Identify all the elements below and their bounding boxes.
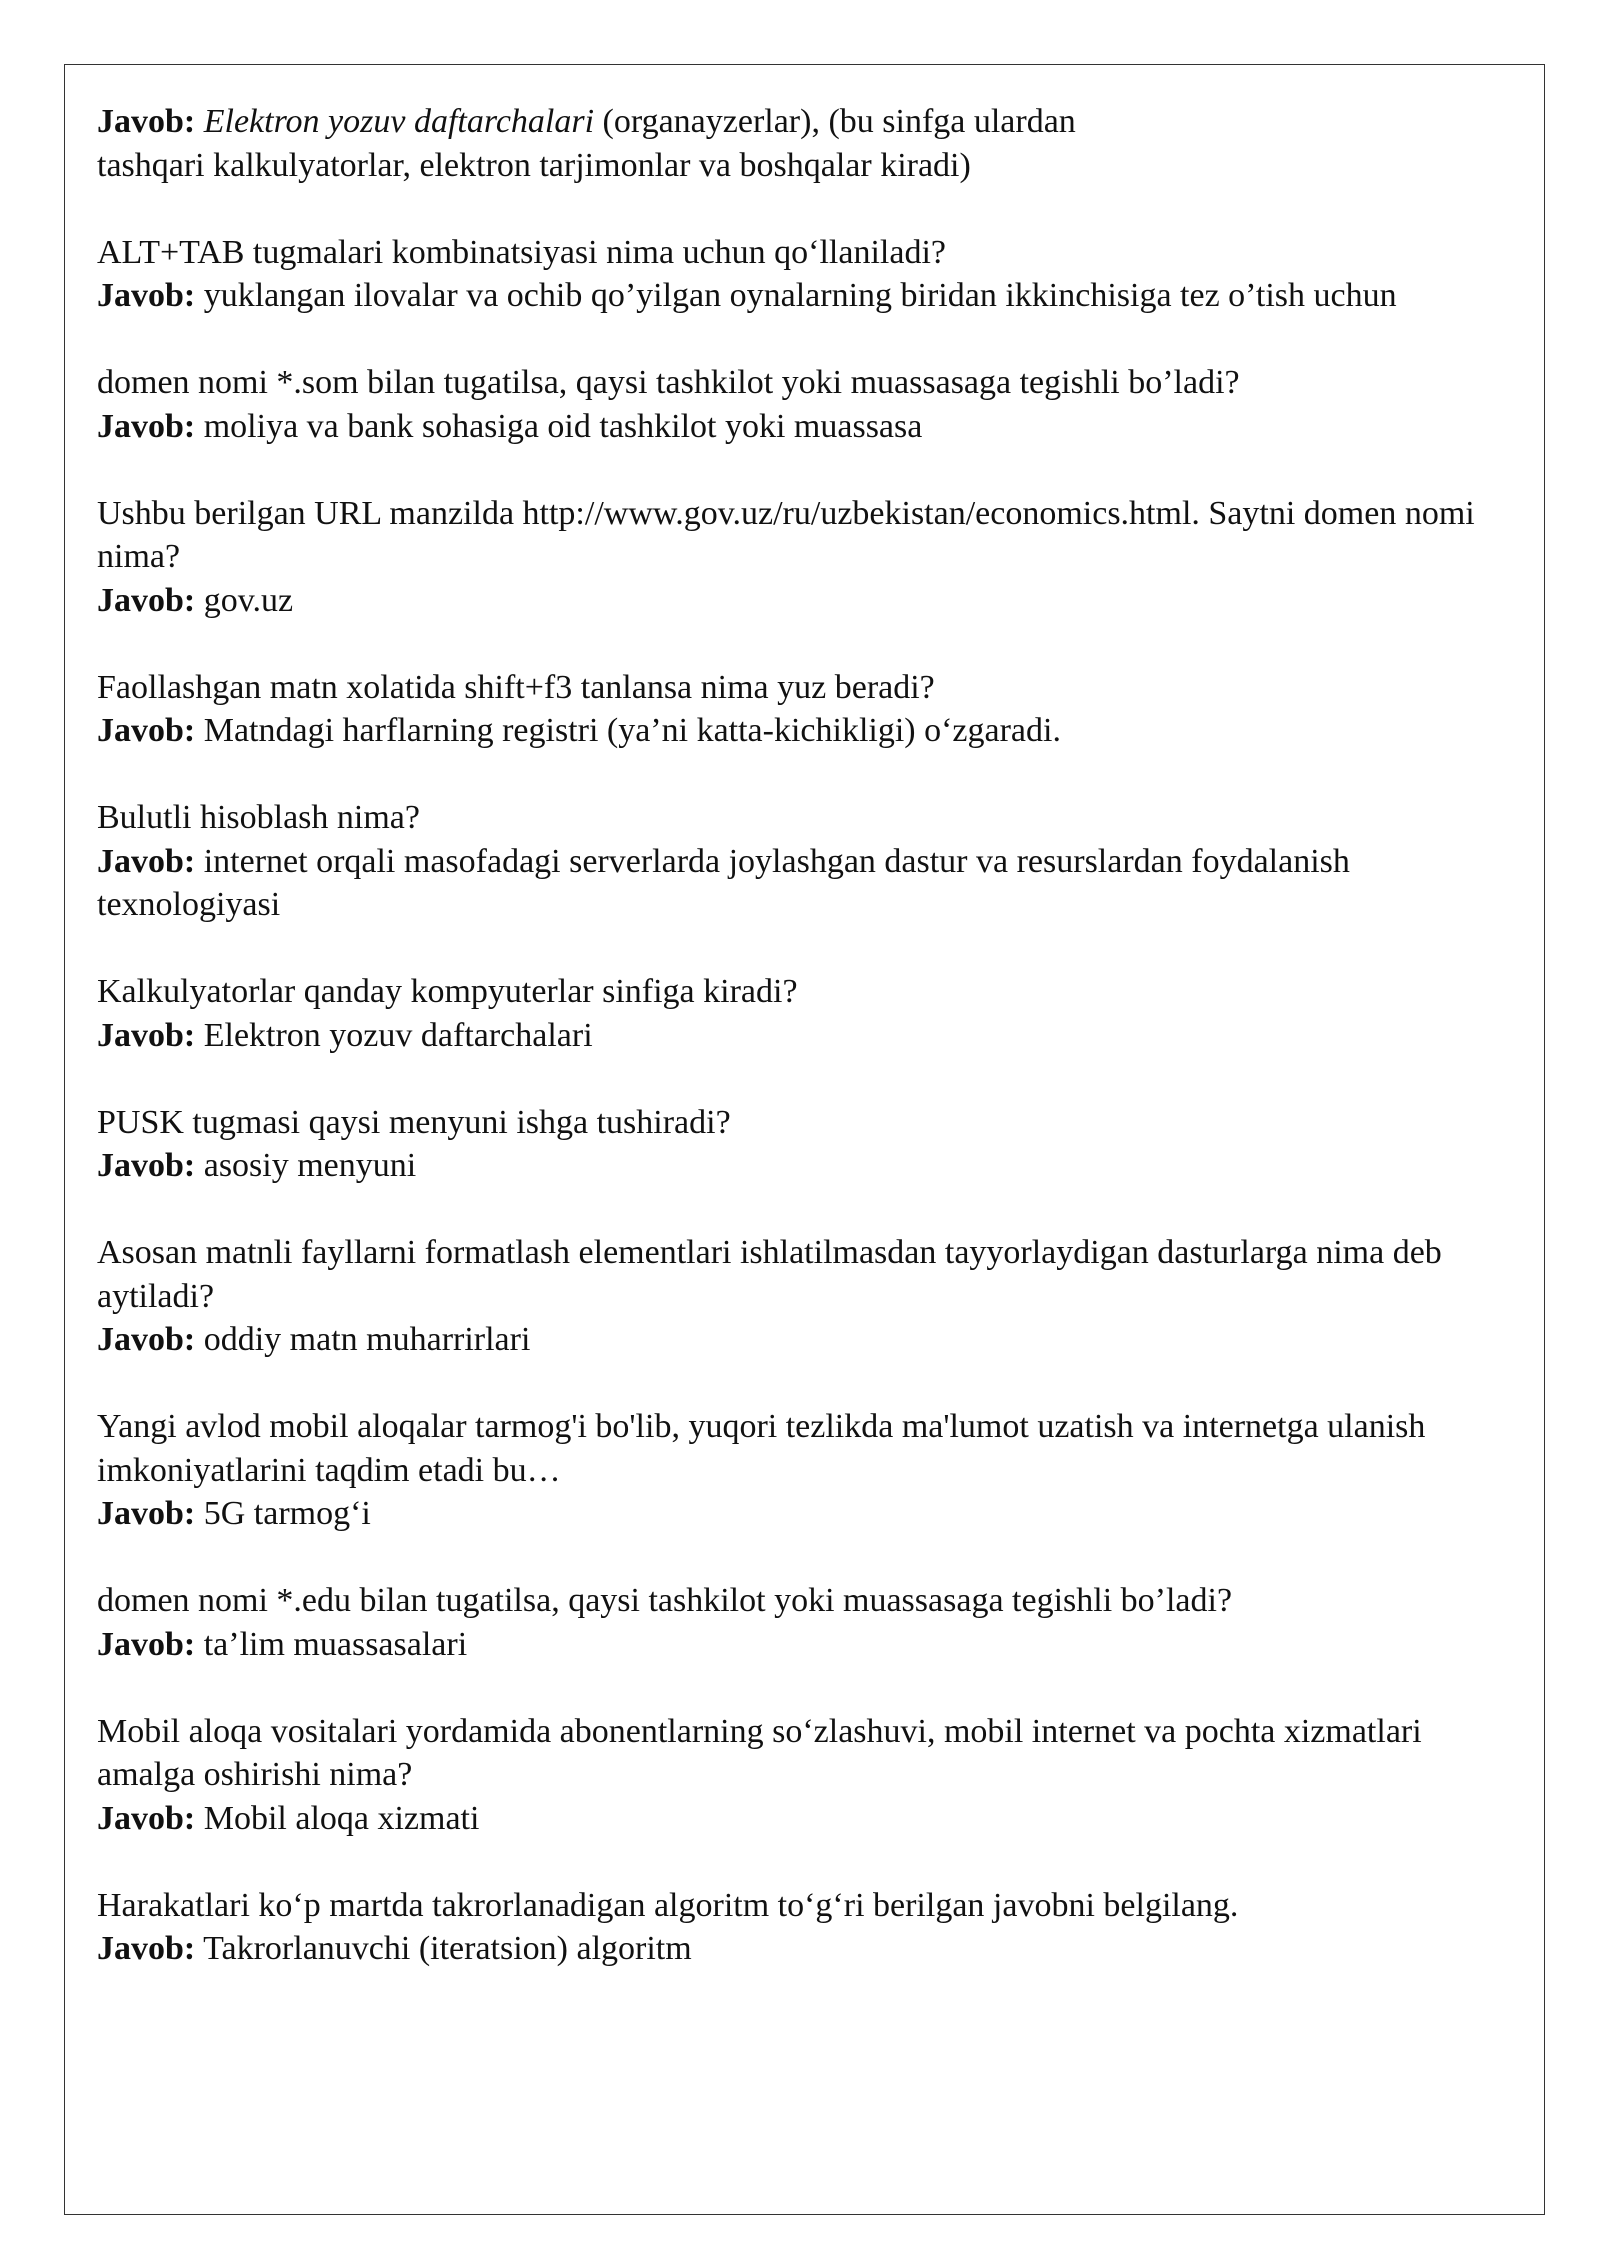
answer-line (97, 274, 1517, 318)
answer-label: Javob: (97, 1016, 196, 1054)
question-text: Ushbu berilgan URL manzilda http://www.gov.uz/ru/uzbekistan/economics.html. Saytni domen nomi nima? (97, 494, 1475, 575)
question-text: Yangi avlod mobil aloqalar tarmog'i bo'lib, yuqori tezlikda ma'lumot uzatish va internetga ulanish imkoniyatlarini taqdim etadi bu… (97, 1408, 1426, 1489)
answer-text: gov.uz (203, 581, 294, 619)
intro-italic-text: Elektron yozuv daftarchalari (203, 103, 595, 140)
document-content (97, 100, 1517, 1971)
answer-text: Mobil aloqa xizmati (203, 1799, 480, 1837)
qa-item (97, 666, 1517, 753)
answer-line (97, 1014, 1517, 1058)
qa-item (97, 970, 1517, 1057)
answer-text: ta’lim muassasalari (203, 1625, 468, 1663)
answer-text: Elektron yozuv daftarchalari (203, 1016, 593, 1054)
qa-item (97, 1884, 1517, 1971)
answer-label: Javob: (97, 1799, 196, 1837)
qa-item (97, 1405, 1517, 1536)
question-text: domen nomi *.som bilan tugatilsa, qaysi tashkilot yoki muassasaga tegishli bo’ladi? (97, 364, 1240, 401)
answer-label: Javob: (97, 103, 196, 140)
qa-item (97, 492, 1517, 623)
answer-line (97, 1797, 1517, 1841)
answer-line (97, 1318, 1517, 1362)
answer-text: Takrorlanuvchi (iteratsion) algoritm (203, 1930, 692, 1967)
answer-label: Javob: (97, 842, 196, 880)
answer-line (97, 1927, 1517, 1971)
answer-label: Javob: (97, 1625, 196, 1663)
answer-line (97, 1144, 1517, 1188)
qa-item (97, 1710, 1517, 1841)
answer-label: Javob: (97, 1147, 196, 1184)
question-text: Faollashgan matn xolatida shift+f3 tanlansa nima yuz beradi? (97, 668, 935, 706)
question-text: PUSK tugmasi qaysi menyuni ishga tushiradi? (97, 1103, 731, 1141)
question-text: domen nomi *.edu bilan tugatilsa, qaysi tashkilot yoki muassasaga tegishli bo’ladi? (97, 1582, 1233, 1619)
answer-label: Javob: (97, 277, 196, 314)
question-text: ALT+TAB tugmalari kombinatsiyasi nima uchun qo‘llaniladi? (97, 233, 946, 271)
intro-rest-text: (organayzerlar), (bu sinfga ulardan tashqari kalkulyatorlar, elektron tarjimonlar va boshqalar kiradi) (97, 103, 1076, 184)
answer-line (97, 1623, 1517, 1667)
answer-label: Javob: (97, 1495, 196, 1532)
qa-item (97, 1101, 1517, 1188)
qa-item (97, 1231, 1517, 1362)
answer-label: Javob: (97, 407, 196, 445)
answer-text: Matndagi harflarning registri (ya’ni katta-kichikligi) o‘zgaradi. (203, 712, 1061, 749)
answer-text: internet orqali masofadagi serverlarda joylashgan dastur va resurslardan foydalanish texnologiyasi (97, 842, 1350, 923)
question-text: Kalkulyatorlar qanday kompyuterlar sinfiga kiradi? (97, 973, 798, 1010)
question-text: Bulutli hisoblash nima? (97, 799, 420, 836)
answer-label: Javob: (97, 1321, 196, 1358)
question-text: Harakatlari ko‘p martda takrorlanadigan algoritm to‘g‘ri berilgan javobni belgilang. (97, 1886, 1239, 1924)
answer-text: asosiy menyuni (203, 1147, 417, 1184)
answer-text: yuklangan ilovalar va ochib qo’yilgan oynalarning biridan ikkinchisiga tez o’tish uchun (203, 277, 1397, 314)
answer-label: Javob: (97, 712, 196, 749)
answer-line (97, 405, 1517, 449)
answer-line (97, 579, 1517, 623)
qa-item (97, 796, 1517, 927)
question-text: Mobil aloqa vositalari yordamida abonentlarning so‘zlashuvi, mobil internet va pochta xizmatlari amalga oshirishi nima? (97, 1712, 1422, 1793)
answer-text: 5G tarmog‘i (203, 1495, 371, 1532)
answer-label: Javob: (97, 581, 196, 619)
answer-text: oddiy matn muharrirlari (203, 1321, 531, 1358)
qa-item (97, 361, 1517, 448)
answer-label: Javob: (97, 1930, 196, 1967)
answer-text: moliya va bank sohasiga oid tashkilot yoki muassasa (203, 407, 923, 445)
intro-answer (97, 100, 1097, 187)
question-text: Asosan matnli fayllarni formatlash elementlari ishlatilmasdan tayyorlaydigan dasturlarga nima deb aytiladi? (97, 1234, 1442, 1315)
answer-line (97, 709, 1517, 753)
answer-line (97, 840, 1517, 927)
qa-item (97, 231, 1517, 318)
answer-line (97, 1492, 1517, 1536)
qa-item (97, 1579, 1517, 1666)
